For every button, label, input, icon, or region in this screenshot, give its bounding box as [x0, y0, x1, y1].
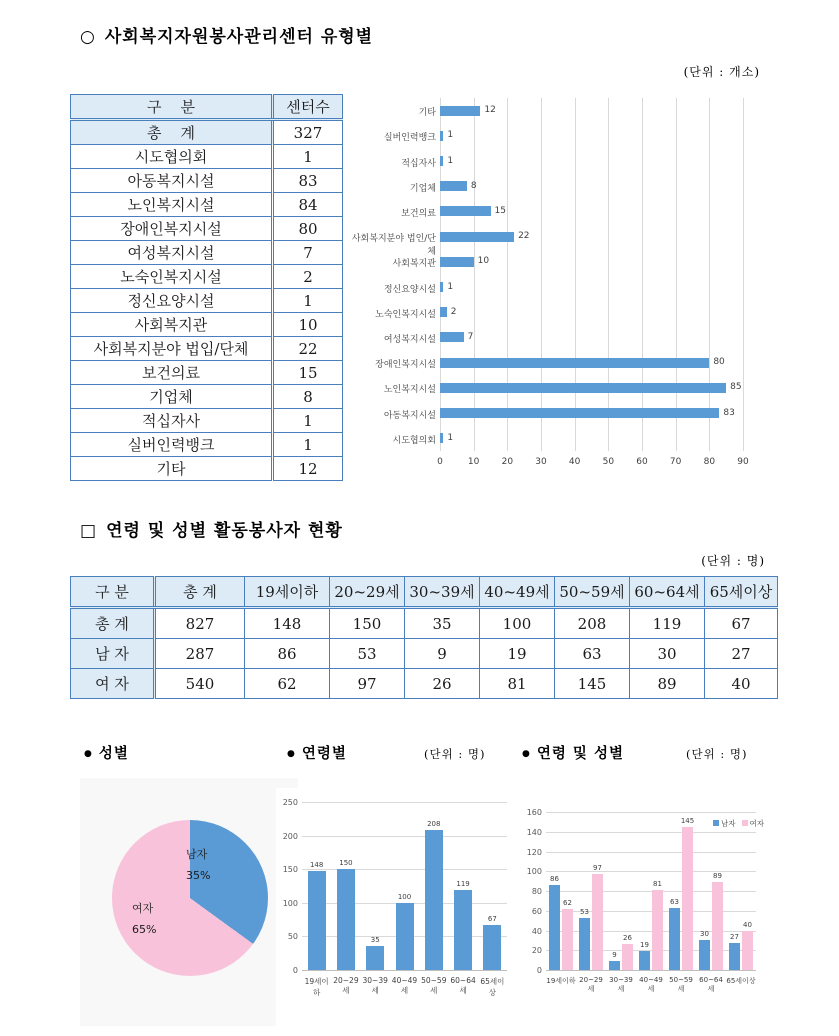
bar-value-label: 40	[743, 920, 752, 929]
age-bar-chart	[276, 788, 514, 1026]
bar-category-label: 실버인력뱅크	[383, 133, 436, 144]
bar-category-label: 정신요양시설	[383, 284, 436, 295]
bar-value-label: 9	[612, 951, 617, 960]
row-value-cell: 53	[330, 639, 405, 669]
row-label-cell: 시도협의회	[71, 145, 273, 169]
table-header-cell: 30~39세	[405, 577, 480, 608]
table-row	[71, 241, 343, 265]
row-value-cell: 89	[630, 669, 705, 699]
row-value-cell: 327	[273, 120, 343, 145]
bar	[440, 232, 514, 242]
row-value-cell: 10	[273, 313, 343, 337]
bar-value-label: 35	[370, 936, 380, 945]
gridline	[474, 98, 475, 451]
bullet-icon: ●	[84, 749, 93, 759]
row-label-cell: 총 계	[71, 608, 155, 639]
bar	[609, 961, 620, 970]
gridline	[546, 950, 756, 951]
bar-value-label: 15	[494, 205, 506, 216]
row-value-cell: 119	[630, 608, 705, 639]
table-row	[71, 608, 778, 639]
x-axis-line	[302, 970, 507, 971]
bar	[440, 106, 480, 116]
bar-category-label: 보건의료	[401, 208, 436, 219]
bar-value-label: 85	[730, 382, 742, 393]
row-value-cell: 67	[705, 608, 778, 639]
table-header-cell: 20~29세	[330, 577, 405, 608]
x-axis-category-label: 19세이하	[304, 977, 329, 997]
gridline	[546, 852, 756, 853]
bar	[699, 940, 710, 970]
bar-value-label: 1	[447, 155, 454, 166]
bar	[366, 946, 384, 970]
row-label-cell: 기업체	[71, 385, 273, 409]
y-axis-tick-label: 120	[526, 847, 542, 857]
table-header-row	[71, 577, 778, 608]
row-label-cell: 보건의료	[71, 361, 273, 385]
table-row	[71, 433, 343, 457]
bar-category-label: 사회복지관	[392, 259, 436, 270]
row-label-cell: 남 자	[71, 639, 155, 669]
legend-swatch	[713, 820, 719, 826]
x-axis-tick-label: 40	[568, 456, 581, 467]
y-axis-tick-label: 60	[531, 906, 542, 916]
y-axis-tick-label: 40	[531, 926, 542, 936]
pie-label-text: 여자	[132, 902, 154, 915]
row-label-cell: 정신요양시설	[71, 289, 273, 313]
section1-unit-label: (단위 : 개소)	[683, 65, 760, 79]
row-value-cell: 30	[630, 639, 705, 669]
row-value-cell: 86	[245, 639, 330, 669]
bar	[440, 282, 443, 292]
table-row	[71, 457, 343, 481]
bullet-icon: ●	[287, 749, 296, 759]
x-axis-category-label: 60~64세	[450, 976, 476, 995]
bar	[440, 408, 719, 418]
row-label-cell: 사회복지분야 법입/단체	[71, 337, 273, 361]
center-type-bar-chart	[348, 98, 760, 470]
bar	[729, 943, 740, 970]
section1-title	[80, 22, 373, 47]
bar	[440, 358, 709, 368]
gridline	[507, 98, 508, 451]
bullet-icon: ●	[522, 749, 531, 759]
x-axis-tick-label: 80	[703, 456, 716, 467]
age-panel-unit-label: (단위 : 명)	[424, 747, 486, 761]
row-value-cell: 22	[273, 337, 343, 361]
gridline	[608, 98, 609, 451]
row-value-cell: 84	[273, 193, 343, 217]
row-label-cell: 노인복지시설	[71, 193, 273, 217]
table-header-cell: 65세이상	[705, 577, 778, 608]
table-header-row	[71, 95, 343, 120]
row-value-cell: 287	[155, 639, 245, 669]
gridline	[302, 802, 507, 803]
bar	[396, 903, 414, 970]
table-row	[71, 313, 343, 337]
row-value-cell: 1	[273, 409, 343, 433]
bar-value-label: 26	[623, 934, 632, 943]
bar	[562, 909, 573, 970]
gridline	[546, 931, 756, 932]
age-panel-title-text: 연령별	[301, 745, 347, 762]
bar	[440, 383, 726, 393]
row-value-cell: 1	[273, 145, 343, 169]
age-gender-table	[70, 576, 778, 699]
row-value-cell: 1	[273, 433, 343, 457]
bar-category-label: 여성복지시설	[383, 334, 436, 345]
gridline	[575, 98, 576, 451]
bar	[579, 918, 590, 970]
bar	[308, 871, 326, 970]
bar-value-label: 86	[550, 875, 559, 884]
x-axis-tick-label: 20	[501, 456, 514, 467]
x-axis-category-label: 40~49세	[391, 976, 418, 995]
row-value-cell: 27	[705, 639, 778, 669]
table-row	[71, 120, 343, 145]
gridline	[302, 836, 507, 837]
row-value-cell: 40	[705, 669, 778, 699]
row-value-cell: 63	[555, 639, 630, 669]
x-axis-category-label: 20~29세	[579, 976, 603, 993]
row-value-cell: 2	[273, 265, 343, 289]
row-value-cell: 26	[405, 669, 480, 699]
bar-value-label: 80	[713, 357, 725, 368]
legend-swatch	[742, 820, 748, 826]
bar-category-label: 장애인복지시설	[375, 360, 436, 371]
table-row	[71, 385, 343, 409]
table-row	[71, 669, 778, 699]
bar-value-label: 150	[339, 859, 353, 868]
gridline	[546, 832, 756, 833]
bar-value-label: 81	[653, 880, 662, 888]
x-axis-tick-label: 10	[467, 456, 480, 467]
bar	[440, 332, 464, 342]
row-value-cell: 80	[273, 217, 343, 241]
row-value-cell: 97	[330, 669, 405, 699]
row-label-cell: 여성복지시설	[71, 241, 273, 265]
gridline	[546, 812, 756, 813]
y-axis-tick-label: 100	[282, 898, 298, 908]
y-axis-tick-label: 0	[536, 966, 542, 975]
pie-label-value: 65%	[132, 923, 157, 936]
table-row	[71, 337, 343, 361]
bar-value-label: 208	[427, 820, 441, 829]
bar	[454, 890, 472, 970]
center-type-table	[70, 94, 343, 481]
row-value-cell: 145	[555, 669, 630, 699]
row-value-cell: 15	[273, 361, 343, 385]
row-label-cell: 아동복지시설	[71, 169, 273, 193]
table-row	[71, 145, 343, 169]
bar	[440, 181, 467, 191]
row-label-cell: 여 자	[71, 669, 155, 699]
bar-value-label: 2	[450, 306, 457, 317]
gridline	[440, 98, 441, 451]
age-gender-panel-title-text: 연령 및 성별	[536, 745, 624, 762]
row-label-cell: 노숙인복지시설	[71, 265, 273, 289]
square-marker: □	[80, 521, 98, 541]
bar-value-label: 97	[593, 864, 602, 873]
bar	[440, 131, 443, 141]
bar	[639, 951, 650, 970]
row-label-cell: 총 계	[71, 120, 273, 145]
bar-category-label: 노숙인복지시설	[375, 309, 436, 320]
bar-value-label: 89	[713, 872, 722, 881]
row-label-cell: 사회복지관	[71, 313, 273, 337]
x-axis-category-label: 20~29세	[333, 976, 359, 995]
table-header-cell: 50~59세	[555, 577, 630, 608]
y-axis-tick-label: 150	[282, 865, 298, 875]
y-axis-tick-label: 0	[292, 966, 298, 975]
bar-value-label: 7	[467, 331, 474, 342]
table-header-cell: 센터수	[273, 95, 343, 120]
gridline	[676, 98, 677, 451]
bar-value-label: 1	[447, 432, 454, 443]
legend-label: 남자	[721, 819, 736, 828]
x-axis-line	[546, 970, 756, 971]
x-axis-category-label: 30~39세	[362, 976, 388, 995]
age-gender-panel-title	[522, 742, 624, 763]
bar-category-label: 아동복지시설	[383, 410, 436, 421]
y-axis-tick-label: 140	[526, 827, 542, 837]
bar	[440, 156, 443, 166]
pie-panel-title	[84, 742, 129, 763]
bar-value-label: 148	[309, 860, 324, 869]
age-panel-title	[287, 742, 347, 763]
bar-value-label: 63	[670, 897, 679, 906]
y-axis-tick-label: 100	[526, 867, 542, 877]
bar	[742, 931, 753, 971]
x-axis-tick-label: 0	[437, 456, 443, 467]
row-label-cell: 장애인복지시설	[71, 217, 273, 241]
x-axis-tick-label: 90	[737, 456, 749, 467]
pie-slice-label-female	[132, 898, 156, 940]
table-row	[71, 193, 343, 217]
row-value-cell: 9	[405, 639, 480, 669]
y-axis-tick-label: 80	[531, 887, 542, 896]
bar-category-label: 기타	[418, 108, 436, 119]
section2-title-text: 연령 및 성별 활동봉사자 현황	[106, 521, 343, 541]
x-axis-category-label: 19세이하	[546, 977, 576, 985]
table-row	[71, 265, 343, 289]
row-value-cell: 100	[480, 608, 555, 639]
table-row	[71, 361, 343, 385]
table-header-cell: 19세이하	[245, 577, 330, 608]
bar	[337, 869, 355, 970]
legend-label: 여자	[749, 819, 764, 828]
bar-value-label: 27	[730, 933, 739, 942]
table-header-cell: 40~49세	[480, 577, 555, 608]
gender-pie-panel	[80, 778, 298, 1026]
table-row	[71, 169, 343, 193]
row-label-cell: 실버인력뱅크	[71, 433, 273, 457]
gridline	[541, 98, 542, 451]
row-value-cell: 8	[273, 385, 343, 409]
bar-value-label: 53	[580, 907, 589, 916]
row-label-cell: 적십자사	[71, 409, 273, 433]
gridline	[709, 98, 710, 451]
bar-value-label: 145	[680, 816, 695, 825]
circle-marker: ○	[80, 27, 96, 47]
bar-value-label: 12	[484, 105, 496, 116]
x-axis-tick-label: 60	[636, 456, 648, 467]
x-axis-category-label: 65세이상	[480, 977, 505, 997]
bar	[440, 433, 443, 443]
bar-category-label: 적십자사	[401, 158, 436, 169]
bar	[425, 830, 443, 970]
age-gender-bar-chart	[518, 788, 768, 1026]
bar	[440, 257, 474, 267]
bar-value-label: 1	[447, 281, 454, 292]
bar	[712, 882, 723, 970]
y-axis-tick-label: 50	[287, 932, 298, 942]
bar-value-label: 19	[640, 941, 649, 950]
bar	[682, 827, 693, 970]
x-axis-category-label: 30~39세	[609, 976, 633, 993]
bar-category-label: 기업체	[409, 183, 436, 194]
chart-legend	[707, 818, 764, 829]
section2-title	[80, 516, 343, 541]
row-value-cell: 35	[405, 608, 480, 639]
bar-value-label: 119	[456, 880, 470, 889]
bar	[440, 307, 447, 317]
gridline	[743, 98, 744, 451]
row-value-cell: 12	[273, 457, 343, 481]
bar-value-label: 67	[487, 914, 497, 923]
row-value-cell: 62	[245, 669, 330, 699]
bar	[669, 908, 680, 970]
x-axis-category-label: 65세이상	[726, 977, 756, 985]
bar-value-label: 100	[397, 892, 412, 901]
bar-category-label: 노인복지시설	[383, 385, 436, 396]
bar-value-label: 1	[447, 130, 454, 141]
bar-category-label: 사회복지분야 법인/단체	[351, 234, 436, 258]
section1-title-text: 사회복지자원봉사관리센터 유형별	[104, 27, 374, 47]
table-header-cell: 구 분	[71, 95, 273, 120]
y-axis-tick-label: 250	[282, 798, 298, 807]
bar-value-label: 83	[723, 407, 735, 418]
table-row	[71, 639, 778, 669]
x-axis-category-label: 50~59세	[421, 976, 447, 995]
bar-value-label: 22	[518, 231, 530, 242]
table-header-cell: 총 계	[155, 577, 245, 608]
section2-unit-label: (단위 : 명)	[701, 554, 765, 568]
x-axis-tick-label: 70	[669, 456, 682, 467]
row-label-cell: 기타	[71, 457, 273, 481]
gridline	[642, 98, 643, 451]
gridline	[302, 869, 507, 870]
age-gender-panel-unit-label: (단위 : 명)	[686, 747, 748, 761]
y-axis-tick-label: 200	[282, 831, 298, 841]
row-value-cell: 7	[273, 241, 343, 265]
y-axis-tick-label: 20	[531, 946, 542, 956]
pie-panel-title-text: 성별	[98, 745, 129, 762]
row-value-cell: 150	[330, 608, 405, 639]
row-value-cell: 540	[155, 669, 245, 699]
table-header-cell: 60~64세	[630, 577, 705, 608]
table-row	[71, 289, 343, 313]
bar-value-label: 62	[563, 898, 572, 907]
bar	[440, 206, 491, 216]
bar-value-label: 10	[477, 256, 490, 267]
table-row	[71, 217, 343, 241]
table-header-cell: 구 분	[71, 577, 155, 608]
bar	[483, 925, 501, 970]
row-value-cell: 19	[480, 639, 555, 669]
row-value-cell: 827	[155, 608, 245, 639]
x-axis-tick-label: 50	[602, 456, 615, 467]
x-axis-category-label: 60~64세	[699, 976, 723, 993]
row-value-cell: 1	[273, 289, 343, 313]
x-axis-tick-label: 30	[535, 456, 547, 467]
pie-label-value: 35%	[186, 869, 211, 882]
y-axis-tick-label: 160	[526, 808, 542, 817]
row-value-cell: 208	[555, 608, 630, 639]
bar-category-label: 시도협의회	[392, 435, 436, 446]
row-value-cell: 83	[273, 169, 343, 193]
row-value-cell: 81	[480, 669, 555, 699]
x-axis-category-label: 50~59세	[669, 976, 693, 993]
pie-label-text: 남자	[186, 848, 208, 861]
table-row	[71, 409, 343, 433]
pie-slice-label-male	[186, 844, 210, 886]
bar-value-label: 30	[700, 930, 709, 939]
bar-value-label: 8	[470, 180, 477, 191]
gridline	[546, 891, 756, 892]
row-value-cell: 148	[245, 608, 330, 639]
x-axis-category-label: 40~49세	[639, 976, 663, 993]
